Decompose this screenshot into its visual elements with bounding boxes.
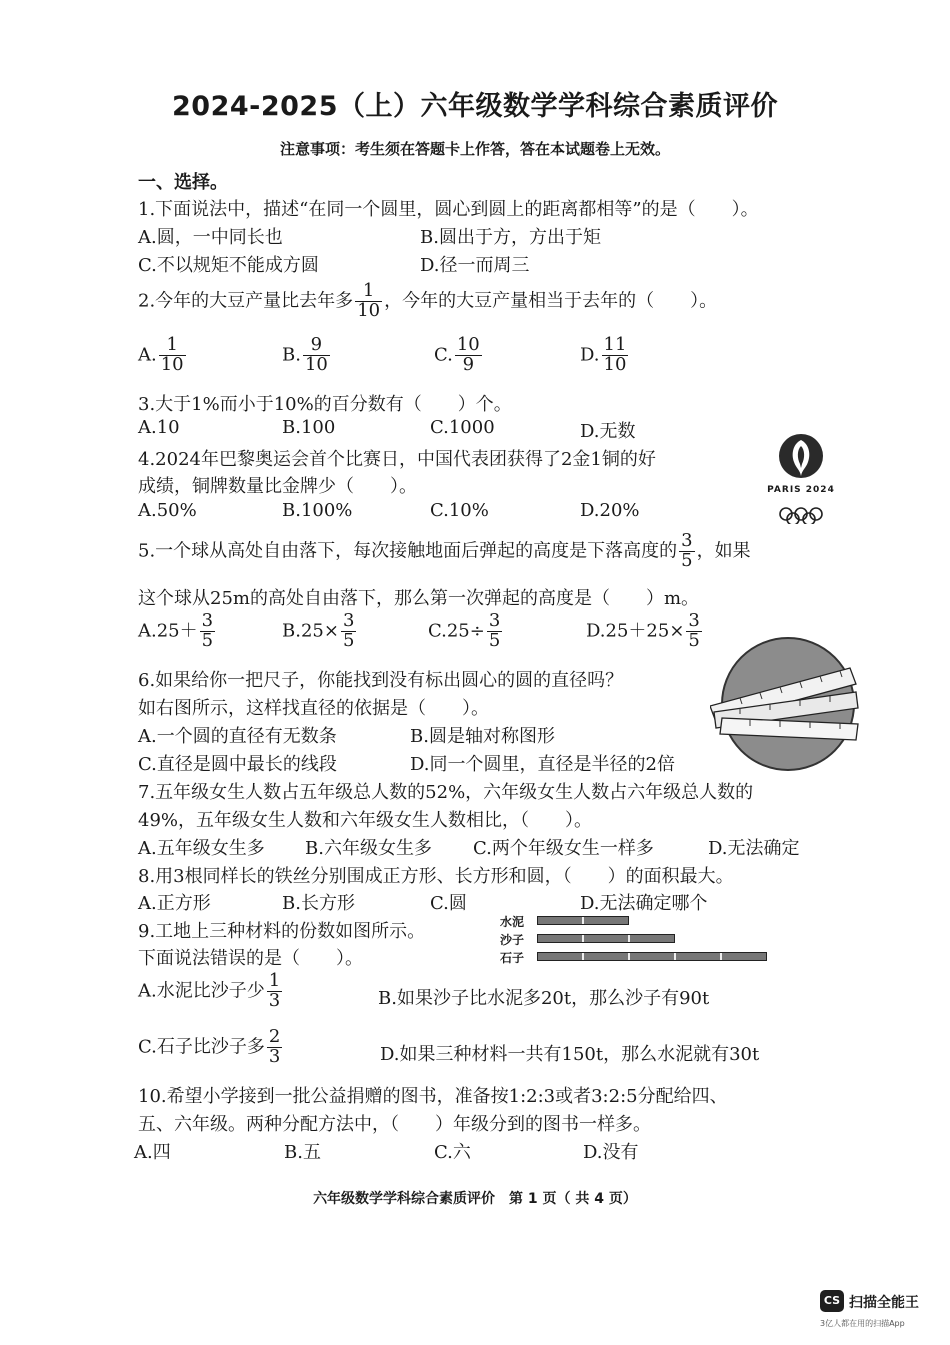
q1-text: 1.下面说法中，描述“在同一个圆里，圆心到圆上的距离都相等”的是（ ）。 xyxy=(138,199,759,220)
exam-notice: 注意事项：考生须在答题卡上作答，答在本试题卷上无效。 xyxy=(279,140,670,158)
q8-option-d: D.无法确定哪个 xyxy=(580,893,708,914)
q7-option-d: D.无法确定 xyxy=(708,838,800,859)
bar-segment-divider xyxy=(674,953,676,960)
q1-option-b: B.圆出于方，方出于矩 xyxy=(420,227,601,248)
q9-option-b: B.如果沙子比水泥多20t，那么沙子有90t xyxy=(378,988,710,1009)
q1-option-c: C.不以规矩不能成方圆 xyxy=(138,255,319,276)
section-title: 一、选择。 xyxy=(138,172,228,193)
q7-text-line2: 49%，五年级女生人数和六年级女生人数相比，（ ）。 xyxy=(138,810,593,831)
q3-option-a: A.10 xyxy=(138,417,180,438)
q8-option-c: C.圆 xyxy=(430,893,467,914)
q5-text-line2: 这个球从25m的高处自由落下，那么第一次弹起的高度是（ ）m。 xyxy=(138,588,700,609)
bar-segment-divider xyxy=(628,935,630,942)
circle-ruler-figure xyxy=(710,634,860,774)
q2-stem xyxy=(138,282,717,321)
q5-option-c: C.25÷ $\frac{3}{5}$ xyxy=(428,610,501,651)
bar-segment-divider xyxy=(720,953,722,960)
bar-stone xyxy=(537,952,767,961)
q2-text-pre: 2.今年的大豆产量比去年多 xyxy=(138,290,354,312)
q9-text-line1: 9.工地上三种材料的份数如图所示。 xyxy=(138,921,426,942)
bar-label-cement: 水泥 xyxy=(500,915,525,929)
bar-segment-divider xyxy=(582,953,584,960)
q10-text-line2: 五、六年级。两种分配方法中，（ ）年级分到的图书一样多。 xyxy=(138,1114,651,1135)
q10-text-line1: 10.希望小学接到一批公益捐赠的图书，准备按1:2:3或者3:2:5分配给四、 xyxy=(138,1086,728,1107)
q6-text-line1: 6.如果给你一把尺子，你能找到没有标出圆心的圆的直径吗？ xyxy=(138,670,624,691)
camscanner-name: 扫描全能王 xyxy=(849,1295,919,1311)
q2-option-d: D. $\frac{11}{10}$ xyxy=(580,334,627,375)
q7-option-a: A.五年级女生多 xyxy=(138,838,265,859)
q2-option-a: A. $\frac{1}{10}$ xyxy=(138,334,184,375)
q5-stem-line1: 5.一个球从高处自由落下，每次接触地面后弹起的高度是下落高度的 $\frac{3}{5}$ ，如果 xyxy=(138,530,751,571)
q3-option-b: B.100 xyxy=(282,417,336,438)
q2-fraction: $\frac{1}{10}$ xyxy=(357,280,381,321)
q4-text-line2: 成绩，铜牌数量比金牌少（ ）。 xyxy=(138,476,417,497)
bar-segment-divider xyxy=(582,935,584,942)
q10-option-b: B.五 xyxy=(284,1142,321,1163)
q7-text-line1: 7.五年级女生人数占五年级总人数的52%，六年级女生人数占六年级总人数的 xyxy=(138,782,754,803)
q4-text-line1: 4.2024年巴黎奥运会首个比赛日，中国代表团获得了2金1铜的好 xyxy=(138,449,656,470)
q7-option-b: B.六年级女生多 xyxy=(305,838,432,859)
q10-option-a: A.四 xyxy=(134,1142,171,1163)
logo-text: PARIS 2024 xyxy=(767,485,835,495)
q6-option-c: C.直径是圆中最长的线段 xyxy=(138,754,337,775)
q2-option-c: C. $\frac{10}{9}$ xyxy=(434,334,480,375)
q6-option-b: B.圆是轴对称图形 xyxy=(410,726,555,747)
camscanner-badge: CS xyxy=(820,1290,844,1312)
q1-option-a: A.圆，一中同长也 xyxy=(138,227,283,248)
bar-label-stone: 石子 xyxy=(500,951,525,965)
q6-option-d: D.同一个圆里，直径是半径的2倍 xyxy=(410,754,675,775)
q5-option-d: D.25＋25× $\frac{3}{5}$ xyxy=(586,610,700,651)
q3-option-d: D.无数 xyxy=(580,421,636,442)
q4-option-c: C.10% xyxy=(430,500,489,521)
q6-option-a: A.一个圆的直径有无数条 xyxy=(138,726,337,747)
q3-option-c: C.1000 xyxy=(430,417,495,438)
q6-text-line2: 如右图所示，这样找直径的依据是（ ）。 xyxy=(138,698,489,719)
q8-option-a: A.正方形 xyxy=(138,893,211,914)
q7-option-c: C.两个年级女生一样多 xyxy=(473,838,654,859)
q4-option-a: A.50% xyxy=(138,500,197,521)
q10-option-c: C.六 xyxy=(434,1142,471,1163)
q4-option-d: D.20% xyxy=(580,500,640,521)
q1-option-d: D.径一而周三 xyxy=(420,255,530,276)
q9-option-c: C.石子比沙子多 $\frac{2}{3}$ xyxy=(138,1026,281,1067)
q5-fraction: $\frac{3}{5}$ xyxy=(681,530,693,571)
page-footer: 六年级数学学科综合素质评价 第 1 页（ 共 4 页） xyxy=(313,1191,637,1207)
q5-option-a: A.25＋ $\frac{3}{5}$ xyxy=(138,610,214,651)
q5-option-b: B.25× $\frac{3}{5}$ xyxy=(282,610,355,651)
page-title: 2024-2025（上）六年级数学学科综合素质评价 xyxy=(172,91,778,122)
q8-text: 8.用3根同样长的铁丝分别围成正方形、长方形和圆，（ ）的面积最大。 xyxy=(138,866,734,887)
q4-option-b: B.100% xyxy=(282,500,353,521)
q10-option-d: D.没有 xyxy=(583,1142,639,1163)
bar-sand xyxy=(537,934,675,943)
q9-text-line2: 下面说法错误的是（ ）。 xyxy=(138,948,363,969)
bar-cement xyxy=(537,916,629,925)
bar-segment-divider xyxy=(582,917,584,924)
q9-option-d: D.如果三种材料一共有150t，那么水泥就有30t xyxy=(380,1044,760,1065)
q8-option-b: B.长方形 xyxy=(282,893,355,914)
bar-label-sand: 沙子 xyxy=(500,933,525,947)
q2-option-b: B. $\frac{9}{10}$ xyxy=(282,334,328,375)
q3-text: 3.大于1%而小于10%的百分数有（ ）个。 xyxy=(138,394,512,415)
camscanner-tagline: 3亿人都在用的扫描App xyxy=(820,1319,905,1328)
q2-text-post: ，今年的大豆产量相当于去年的（ ）。 xyxy=(384,290,718,312)
paris-2024-logo xyxy=(756,432,846,524)
q9-option-a: A.水泥比沙子少 $\frac{1}{3}$ xyxy=(138,970,281,1011)
bar-segment-divider xyxy=(628,953,630,960)
